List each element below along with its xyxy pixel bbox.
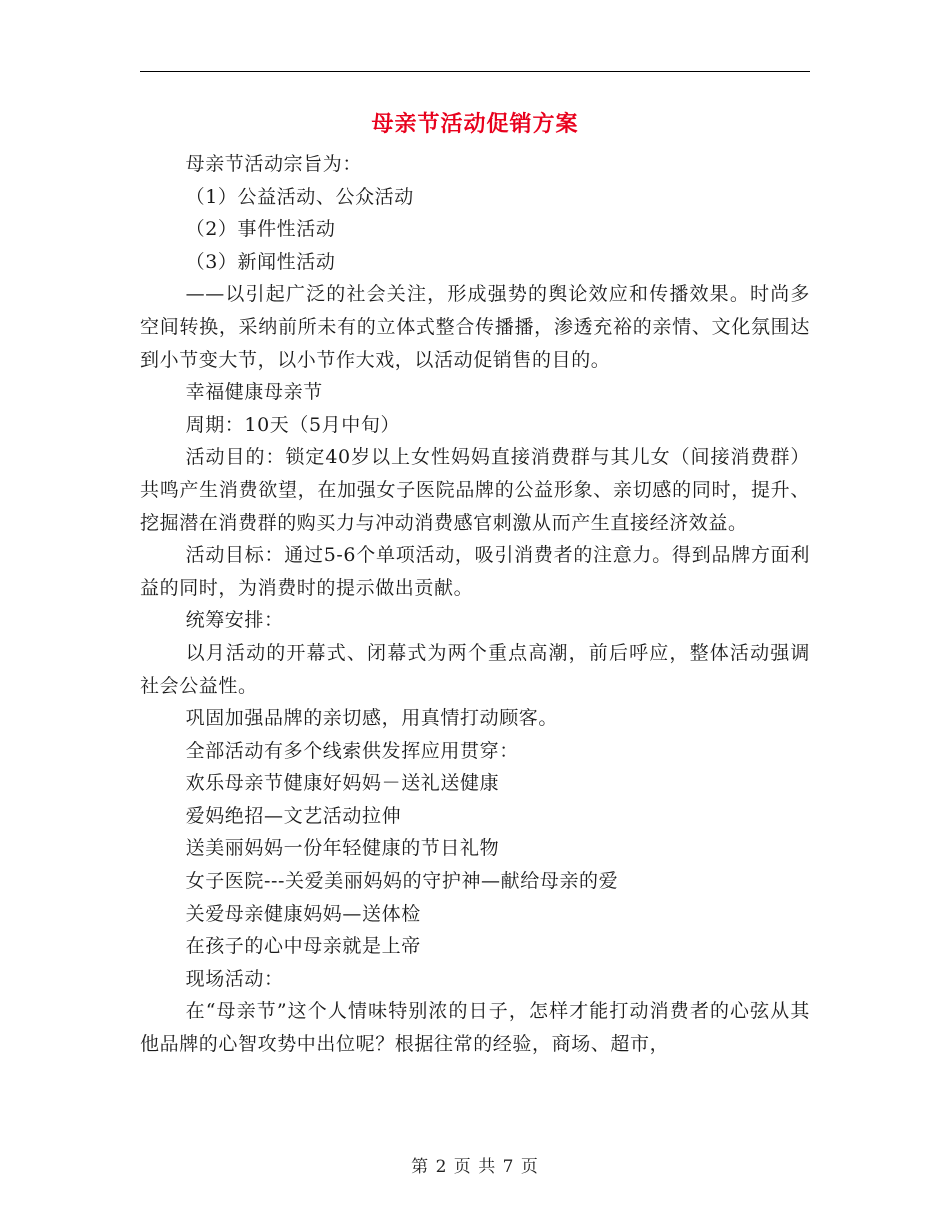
paragraph: 欢乐母亲节健康好妈妈－送礼送健康: [185, 772, 500, 795]
paragraph: 统筹安排：: [185, 609, 284, 632]
paragraph: 巩固加强品牌的亲切感，用真情打动顾客。: [185, 707, 558, 730]
paragraph: 在“母亲节”这个人情味特别浓的日子，怎样才能打动消费者的心弦从其他品牌的心智攻势中出位呢？根据往常的经验，商场、超市，: [140, 1000, 810, 1056]
paragraph: 现场活动：: [185, 967, 284, 990]
paragraph: 活动目标：通过5-6个单项活动，吸引消费者的注意力。得到品牌方面利益的同时，为消费时的提示做出贡献。: [140, 544, 810, 599]
document-title: 母亲节活动促销方案: [371, 112, 579, 137]
list-item: （1）公益活动、公众活动: [185, 185, 414, 208]
paragraph: 关爱母亲健康妈妈—送体检: [185, 902, 421, 925]
paragraph: 周期：10天（5月中旬）: [185, 413, 401, 436]
paragraph: 女子医院---关爱美丽妈妈的守护神—献给母亲的爱: [185, 870, 619, 893]
document-body: [140, 148, 810, 1061]
paragraph: ——以引起广泛的社会关注，形成强势的舆论效应和传播效果。时尚多空间转换，采纳前所未有的立体式整合传播播，渗透充裕的亲情、文化氛围达到小节变大节，以小节作大戏，以活动促销售的目的。: [140, 283, 810, 371]
paragraph: 在孩子的心中母亲就是上帝: [185, 935, 421, 958]
paragraph: 活动目的：锁定40岁以上女性妈妈直接消费群与其儿女（间接消费群）共鸣产生消费欲望，在加强女子医院品牌的公益形象、亲切感的同时，提升、挖掘潜在消费群的购买力与冲动消费感官刺激从而产生直接经济效益。: [140, 446, 810, 534]
page-number: 第 2 页 共 7 页: [411, 1157, 539, 1177]
paragraph: 爱妈绝招—文艺活动拉伸: [185, 804, 402, 827]
paragraph: 以月活动的开幕式、闭幕式为两个重点高潮，前后呼应，整体活动强调社会公益性。: [140, 641, 810, 697]
paragraph: 幸福健康母亲节: [185, 381, 323, 404]
paragraph: 送美丽妈妈一份年轻健康的节日礼物: [185, 837, 500, 860]
paragraph: 全部活动有多个线索供发挥应用贯穿：: [185, 739, 519, 762]
list-item: （3）新闻性活动: [185, 250, 336, 273]
paragraph-purpose-heading: 母亲节活动宗旨为：: [185, 153, 362, 175]
header-rule: [140, 71, 810, 72]
list-item: （2）事件性活动: [185, 218, 336, 241]
